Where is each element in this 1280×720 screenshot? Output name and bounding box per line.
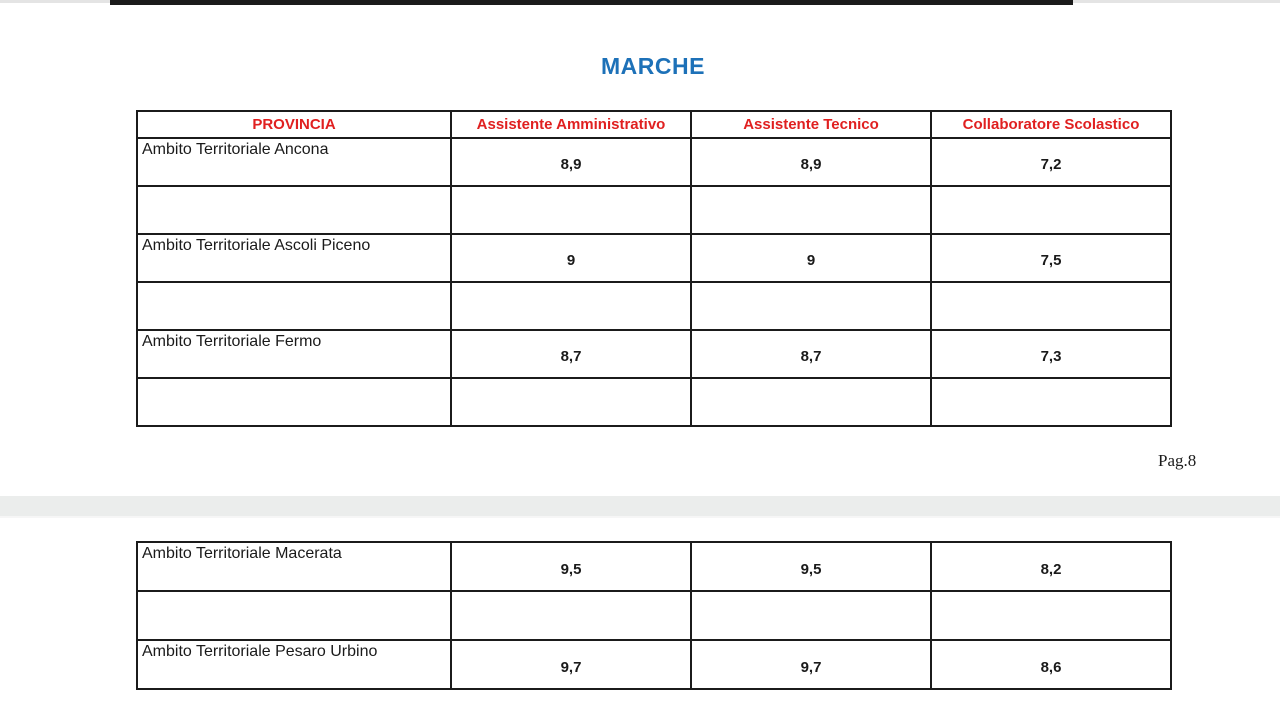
header-collaboratore-scolastico: Collaboratore Scolastico (931, 111, 1171, 138)
cell-collaboratore: 7,2 (931, 138, 1171, 186)
region-title: MARCHE (601, 53, 705, 79)
cell-provincia: Ambito Territoriale Pesaro Urbino (137, 640, 451, 689)
empty-cell (451, 186, 691, 234)
table-row (137, 542, 1171, 591)
cell-amministrativo: 9,7 (451, 640, 691, 689)
cell-amministrativo: 9 (451, 234, 691, 282)
table-row-empty (137, 186, 1171, 234)
cell-collaboratore: 8,2 (931, 542, 1171, 591)
cell-amministrativo: 8,7 (451, 330, 691, 378)
page-number: Pag.8 (1158, 451, 1197, 470)
header-assistente-amministrativo: Assistente Amministrativo (451, 111, 691, 138)
empty-cell (137, 378, 451, 426)
cell-tecnico: 8,7 (691, 330, 931, 378)
cell-provincia: Ambito Territoriale Ascoli Piceno (137, 234, 451, 282)
table-row-empty (137, 282, 1171, 330)
scores-table-page9 (136, 541, 1172, 690)
cell-amministrativo: 9,5 (451, 542, 691, 591)
table-row-empty (137, 591, 1171, 640)
empty-cell (451, 282, 691, 330)
empty-cell (691, 186, 931, 234)
cell-provincia: Ambito Territoriale Ancona (137, 138, 451, 186)
empty-cell (931, 186, 1171, 234)
empty-cell (137, 282, 451, 330)
table-row-empty (137, 378, 1171, 426)
empty-cell (691, 282, 931, 330)
cell-amministrativo: 8,9 (451, 138, 691, 186)
empty-cell (931, 378, 1171, 426)
cell-collaboratore: 8,6 (931, 640, 1171, 689)
header-provincia: PROVINCIA (137, 111, 451, 138)
header-assistente-tecnico: Assistente Tecnico (691, 111, 931, 138)
cell-provincia: Ambito Territoriale Fermo (137, 330, 451, 378)
page-break-gap (0, 496, 1280, 517)
table-row (137, 234, 1171, 282)
table-row (137, 640, 1171, 689)
cell-provincia: Ambito Territoriale Macerata (137, 542, 451, 591)
empty-cell (137, 186, 451, 234)
empty-cell (451, 591, 691, 640)
cell-collaboratore: 7,5 (931, 234, 1171, 282)
cell-collaboratore: 7,3 (931, 330, 1171, 378)
table-row (137, 138, 1171, 186)
empty-cell (137, 591, 451, 640)
scores-table-page8 (136, 110, 1172, 427)
empty-cell (931, 282, 1171, 330)
empty-cell (451, 378, 691, 426)
table-header-row (137, 111, 1171, 138)
empty-cell (691, 591, 931, 640)
cell-tecnico: 9,7 (691, 640, 931, 689)
table-row (137, 330, 1171, 378)
cell-tecnico: 9 (691, 234, 931, 282)
empty-cell (691, 378, 931, 426)
previous-table-border-fragment (110, 0, 1073, 5)
cell-tecnico: 9,5 (691, 542, 931, 591)
cell-tecnico: 8,9 (691, 138, 931, 186)
empty-cell (931, 591, 1171, 640)
